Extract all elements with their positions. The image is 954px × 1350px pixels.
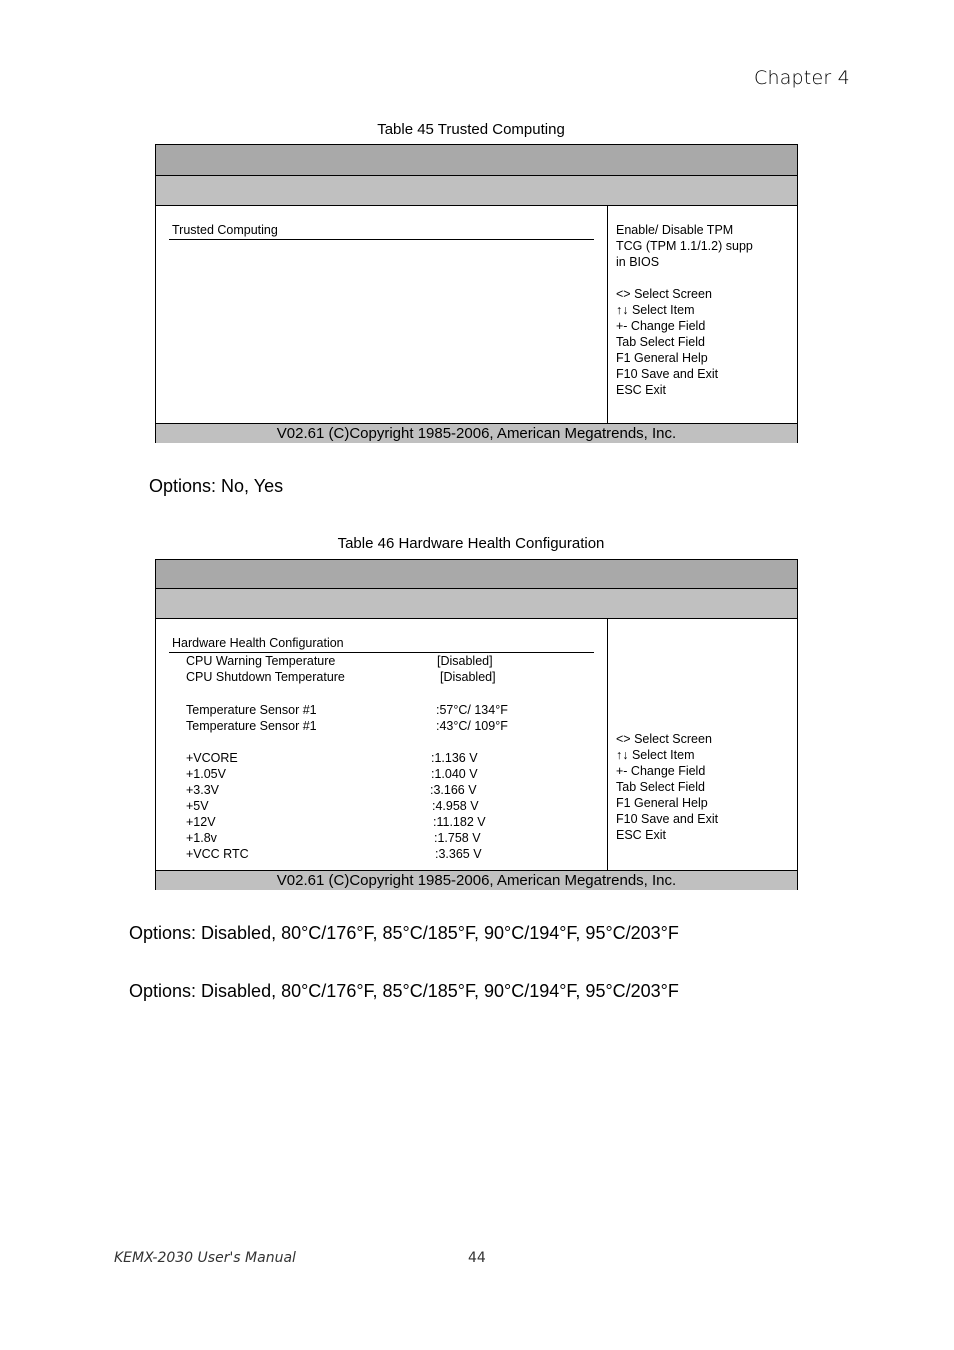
chapter-heading: Chapter 4 xyxy=(754,67,850,89)
help-line: +- Change Field xyxy=(616,319,706,333)
voltage-vcore-value: :1.136 V xyxy=(431,751,478,765)
voltage-1-05v-label: +1.05V xyxy=(186,767,226,781)
voltage-1-8v-label: +1.8v xyxy=(186,831,217,845)
voltage-vcc-rtc-value: :3.365 V xyxy=(435,847,482,861)
cpu-shutdown-temperature-label: CPU Shutdown Temperature xyxy=(186,670,345,684)
help-line: ↑↓ Select Item xyxy=(616,748,695,762)
help-line: F1 General Help xyxy=(616,351,708,365)
bios-menu-bar xyxy=(156,589,797,619)
help-line: <> Select Screen xyxy=(616,287,712,301)
help-line: in BIOS xyxy=(616,255,660,269)
cpu-shutdown-temperature-value[interactable]: [Disabled] xyxy=(440,670,496,684)
options-cpu-warning-temperature: Options: Disabled, 80°C/176°F, 85°C/185°F, 90°C/194°F, 95°C/203°F xyxy=(129,923,679,943)
voltage-1-05v-value: :1.040 V xyxy=(431,767,478,781)
cpu-warning-temperature-value[interactable]: [Disabled] xyxy=(437,654,493,668)
bios-copyright-footer: V02.61 (C)Copyright 1985-2006, American Megatrends, Inc. xyxy=(156,870,797,890)
table46-caption: Table 46 Hardware Health Configuration xyxy=(337,535,605,552)
section-title: Trusted Computing xyxy=(172,223,278,237)
help-line: Tab Select Field xyxy=(616,335,705,349)
cpu-warning-temperature-label: CPU Warning Temperature xyxy=(186,654,336,668)
table45-caption: Table 45 Trusted Computing xyxy=(377,121,565,138)
voltage-12v-value: :11.182 V xyxy=(433,815,486,829)
options-cpu-shutdown-temperature: Options: Disabled, 80°C/176°F, 85°C/185°F, 90°C/194°F, 95°C/203°F xyxy=(129,981,679,1001)
bios-help-pane xyxy=(608,619,797,870)
help-line: Tab Select Field xyxy=(616,780,705,794)
help-line: +- Change Field xyxy=(616,764,706,778)
voltage-vcore-label: +VCORE xyxy=(186,751,238,765)
help-line: F1 General Help xyxy=(616,796,708,810)
voltage-vcc-rtc-label: +VCC RTC xyxy=(186,847,249,861)
help-line: F10 Save and Exit xyxy=(616,812,719,826)
help-line: ESC Exit xyxy=(616,383,667,397)
bios-left-pane xyxy=(156,206,608,423)
temperature-sensor-value: :43°C/ 109°F xyxy=(436,719,508,733)
voltage-5v-value: :4.958 V xyxy=(432,799,479,813)
help-line: F10 Save and Exit xyxy=(616,367,719,381)
voltage-3-3v-value: :3.166 V xyxy=(430,783,477,797)
help-line: ↑↓ Select Item xyxy=(616,303,695,317)
manual-title: KEMX-2030 User's Manual xyxy=(114,1250,296,1266)
voltage-12v-label: +12V xyxy=(186,815,216,829)
bios-menu-bar xyxy=(156,176,797,206)
help-line: <> Select Screen xyxy=(616,732,712,746)
temperature-sensor-label: Temperature Sensor #1 xyxy=(186,703,317,717)
help-line: TCG (TPM 1.1/1.2) supp xyxy=(616,239,753,253)
bios-title-bar xyxy=(156,145,797,176)
temperature-sensor-label: Temperature Sensor #1 xyxy=(186,719,317,733)
section-divider xyxy=(169,239,594,240)
bios-copyright-footer: V02.61 (C)Copyright 1985-2006, American Megatrends, Inc. xyxy=(156,423,797,443)
bios-title-bar xyxy=(156,560,797,589)
page-number: 44 xyxy=(468,1250,486,1266)
voltage-3-3v-label: +3.3V xyxy=(186,783,220,797)
options-trusted-computing: Options: No, Yes xyxy=(149,476,284,496)
temperature-sensor-value: :57°C/ 134°F xyxy=(436,703,508,717)
bios-left-pane xyxy=(156,619,608,870)
bios-help-pane xyxy=(608,206,797,423)
voltage-5v-label: +5V xyxy=(186,799,209,813)
voltage-1-8v-value: :1.758 V xyxy=(434,831,481,845)
help-line: ESC Exit xyxy=(616,828,667,842)
bios-screen-hardware-health xyxy=(155,559,798,890)
section-title: Hardware Health Configuration xyxy=(172,636,344,650)
help-line: Enable/ Disable TPM xyxy=(616,223,734,237)
bios-screen-trusted-computing xyxy=(155,144,798,443)
